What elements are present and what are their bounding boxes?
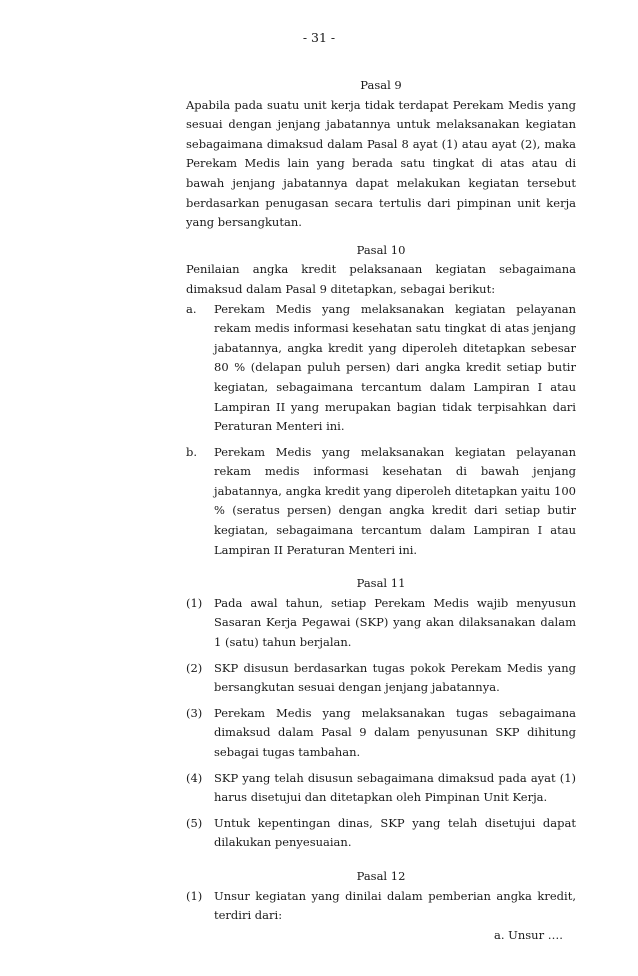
list-item-text: Perekam Medis yang melaksanakan tugas sebagaimana dimaksud dalam Pasal 9 dalam penyusunan SKP dihitung sebagai tugas tambahan. (214, 705, 576, 759)
list-marker: (5) (186, 815, 203, 830)
pasal-10-intro: Penilaian angka kredit pelaksanaan kegiatan sebagaimana dimaksud dalam Pasal 9 ditetapkan, sebagai berikut: (186, 262, 576, 296)
list-marker: (3) (186, 705, 203, 720)
list-item-text: Unsur kegiatan yang dinilai dalam pemberian angka kredit, terdiri dari: (214, 888, 576, 923)
list-marker: (1) (186, 888, 203, 903)
pasal-12-title: Pasal 12 (356, 868, 406, 883)
pasal-11-item-5 (186, 814, 576, 853)
pasal-10-item-a (186, 300, 576, 437)
list-marker: (4) (186, 770, 203, 785)
pasal-10-title: Pasal 10 (356, 242, 406, 257)
list-item-text: Perekam Medis yang melaksanakan kegiatan pelayanan rekam medis informasi kesehatan satu tingkat di atas jenjang jabatannya, angka kredit yang diperoleh ditetapkan sebesar 80 % (delapan puluh persen) dari angka kredit setiap butir kegiatan, sebagaimana tercantum dalam Lampiran I atau Lampiran II yang merupakan bagian tidak terpisahkan dari Peraturan Menteri ini. (214, 301, 576, 434)
list-item-text: SKP disusun berdasarkan tugas pokok Perekam Medis yang bersangkutan sesuai dengan jenjang jabatannya. (214, 660, 576, 695)
pasal-11-title: Pasal 11 (356, 576, 406, 591)
list-item-text: Perekam Medis yang melaksanakan kegiatan pelayanan rekam medis informasi kesehatan di bawah jenjang jabatannya, angka kredit yang diperoleh ditetapkan yaitu 100 % (seratus persen) dengan angka kredit dari setiap butir kegiatan, sebagaimana tercantum dalam Lampiran I atau Lampiran II Peraturan Menteri ini. (214, 444, 576, 557)
pasal-12-item-1 (186, 887, 576, 926)
continuation-note: a. Unsur …. (494, 928, 563, 942)
list-item-text: Untuk kepentingan dinas, SKP yang telah disetujui dapat dilakukan penyesuaian. (214, 815, 576, 850)
page-number: - 31 - (302, 30, 336, 45)
pasal-11-item-2 (186, 659, 576, 698)
list-marker: a. (186, 301, 197, 316)
pasal-11-item-1 (186, 594, 576, 653)
list-marker: b. (186, 444, 198, 459)
pasal-9-text: Apabila pada suatu unit kerja tidak terdapat Perekam Medis yang sesuai dengan jenjang jabatannya untuk melaksanakan kegiatan sebagaimana dimaksud dalam Pasal 8 ayat (1) atau ayat (2), maka Perekam Medis lain yang berada satu tingkat di atas atau di bawah jenjang jabatannya dapat melakukan kegiatan tersebut berdasarkan penugasan secara tertulis dari pimpinan unit kerja yang bersangkutan. (186, 97, 576, 230)
list-marker: (1) (186, 595, 203, 610)
list-item-text: Pada awal tahun, setiap Perekam Medis wajib menyusun Sasaran Kerja Pegawai (SKP) yang akan dilaksanakan dalam 1 (satu) tahun berjalan. (214, 595, 576, 650)
pasal-10-item-b (186, 443, 576, 561)
pasal-11-item-4 (186, 769, 576, 808)
pasal-9-title: Pasal 9 (360, 78, 402, 92)
document-body (186, 76, 576, 932)
list-item-text: SKP yang telah disusun sebagaimana dimaksud pada ayat (1) harus disetujui dan ditetapkan oleh Pimpinan Unit Kerja. (214, 770, 576, 805)
list-marker: (2) (186, 660, 203, 675)
pasal-11-item-3 (186, 704, 576, 763)
